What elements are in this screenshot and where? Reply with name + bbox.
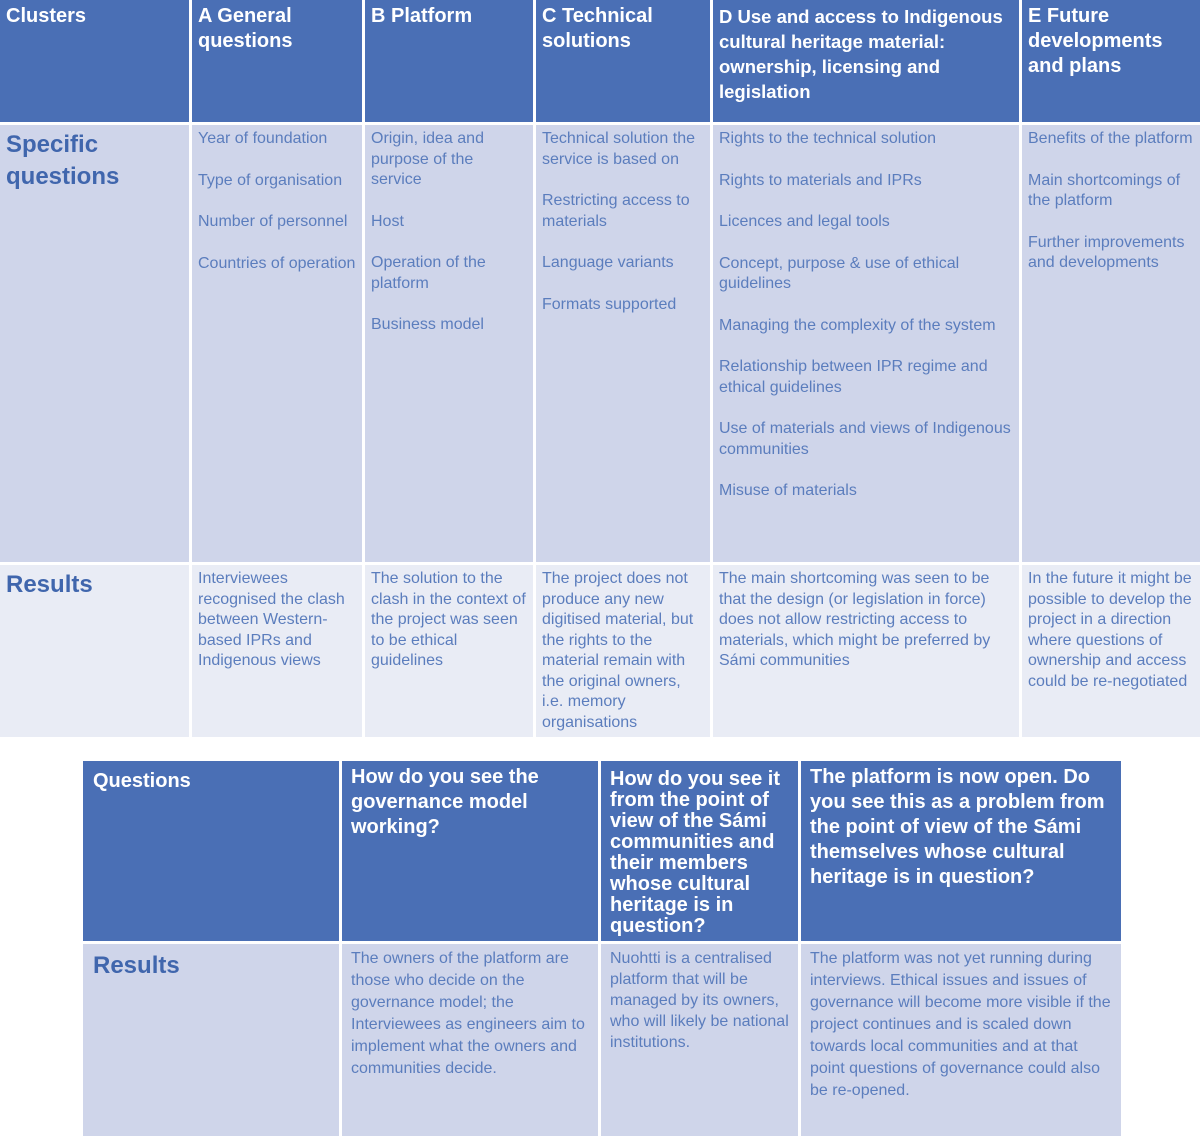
list-item: Technical solution the service is based on xyxy=(542,129,704,170)
column-header-a-text: A General questions xyxy=(198,5,292,52)
column-header-b xyxy=(364,0,535,124)
results-text-d: The main shortcoming was seen to be that the design (or legislation in force) does not allow restricting access to materials, which might be preferred by Sámi communities xyxy=(719,570,990,669)
questions-label: Questions xyxy=(93,770,191,792)
list-item: Benefits of the platform xyxy=(1028,129,1194,150)
specific-cell-a xyxy=(191,124,364,564)
results2-cell-3 xyxy=(800,943,1123,1138)
column-header-e xyxy=(1021,0,1200,124)
results-text-e: In the future it might be possible to develop the project in a direction where questions of ownership and access could be re-negotiated xyxy=(1028,570,1192,690)
list-item: Number of personnel xyxy=(198,212,356,233)
results2-text-1: The owners of the platform are those who decide on the governance model; the Interviewees as engineers aim to implement what the owners and communities decide. xyxy=(351,950,585,1077)
list-item: Countries of operation xyxy=(198,254,356,275)
column-header-c-text: C Technical solutions xyxy=(542,5,653,52)
question-2-text: How do you see it from the point of view of the Sámi communities and their members whose cultural heritage is in question? xyxy=(610,768,780,937)
specific-cell-d xyxy=(712,124,1021,564)
specific-questions-label-cell xyxy=(0,124,191,564)
list-item: Business model xyxy=(371,315,527,336)
list-item: Operation of the platform xyxy=(371,253,527,294)
question-1-header xyxy=(341,760,600,943)
results-cell-c xyxy=(535,564,712,739)
question-3-header xyxy=(800,760,1123,943)
specific-cell-c xyxy=(535,124,712,564)
results-label: Results xyxy=(6,571,93,598)
specific-cell-e xyxy=(1021,124,1200,564)
list-item: Concept, purpose & use of ethical guidelines xyxy=(719,254,1013,295)
list-item: Further improvements and developments xyxy=(1028,233,1194,274)
question-3-text: The platform is now open. Do you see this as a problem from the point of view of the Sámi themselves whose cultural heritage is in question? xyxy=(810,766,1105,888)
list-item: Rights to materials and IPRs xyxy=(719,171,1013,192)
questions-table xyxy=(80,758,1124,1139)
results-label-cell xyxy=(0,564,191,739)
specific-cell-b xyxy=(364,124,535,564)
question-1-text: How do you see the governance model working? xyxy=(351,766,539,838)
column-header-b-text: B Platform xyxy=(371,5,472,27)
clusters-header xyxy=(0,0,191,124)
list-item: Origin, idea and purpose of the service xyxy=(371,129,527,191)
results-text-b: The solution to the clash in the context of the project was seen to be ethical guidelines xyxy=(371,570,526,669)
results2-text-3: The platform was not yet running during interviews. Ethical issues and issues of governance will become more visible if the project continues and is scaled down towards local communities and at that point questions of governance could also be re-opened. xyxy=(810,950,1111,1099)
list-item: Licences and legal tools xyxy=(719,212,1013,233)
column-header-a xyxy=(191,0,364,124)
column-header-c xyxy=(535,0,712,124)
list-item: Restricting access to materials xyxy=(542,191,704,232)
questions-header xyxy=(82,760,341,943)
list-item: Language variants xyxy=(542,253,704,274)
list-item: Type of organisation xyxy=(198,171,356,192)
results-label-2: Results xyxy=(93,952,180,979)
results2-cell-2 xyxy=(600,943,800,1138)
list-item: Main shortcomings of the platform xyxy=(1028,171,1194,212)
column-header-e-text: E Future developments and plans xyxy=(1028,5,1162,77)
list-item: Misuse of materials xyxy=(719,481,1013,502)
list-item: Year of foundation xyxy=(198,129,356,150)
specific-questions-label: Specific questions xyxy=(6,131,119,190)
column-header-d xyxy=(712,0,1021,124)
results-text-a: Interviewees recognised the clash between Western-based IPRs and Indigenous views xyxy=(198,570,345,669)
results2-cell-1 xyxy=(341,943,600,1138)
list-item: Use of materials and views of Indigenous communities xyxy=(719,419,1013,460)
list-item: Host xyxy=(371,212,527,233)
clusters-label: Clusters xyxy=(6,5,86,27)
results-cell-b xyxy=(364,564,535,739)
results-label-cell-2 xyxy=(82,943,341,1138)
results2-text-2: Nuohtti is a centralised platform that will be managed by its owners, who will likely be national institutions. xyxy=(610,950,789,1051)
results-text-c: The project does not produce any new digitised material, but the rights to the material remain with the original owners, i.e. memory organisations xyxy=(542,570,693,731)
list-item: Formats supported xyxy=(542,295,704,316)
results-cell-d xyxy=(712,564,1021,739)
results-cell-e xyxy=(1021,564,1200,739)
column-header-d-text: D Use and access to Indigenous cultural heritage material: ownership, licensing and legislation xyxy=(719,6,1003,102)
list-item: Managing the complexity of the system xyxy=(719,316,1013,337)
list-item: Relationship between IPR regime and ethical guidelines xyxy=(719,357,1013,398)
list-item: Rights to the technical solution xyxy=(719,129,1013,150)
results-cell-a xyxy=(191,564,364,739)
question-2-header xyxy=(600,760,800,943)
